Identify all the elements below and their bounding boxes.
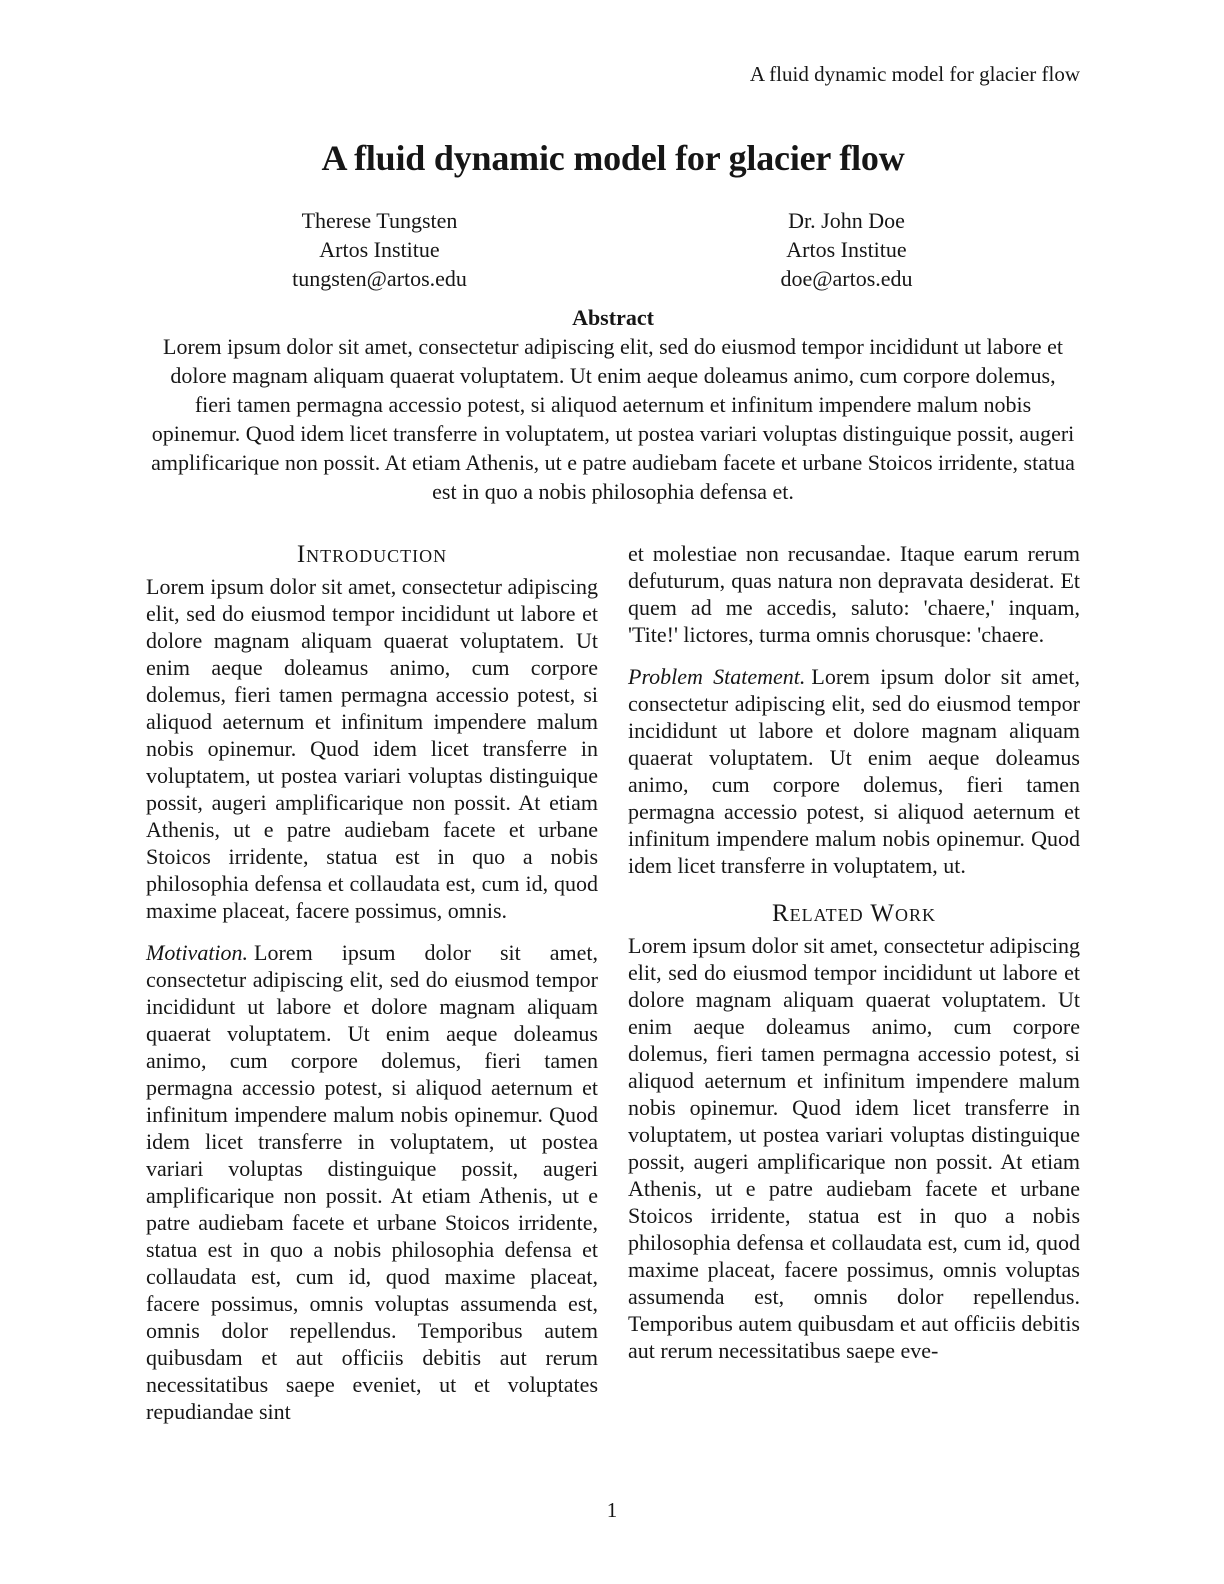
author-1-affiliation: Artos Institue — [319, 237, 440, 262]
section-heading-related-work: Related Work — [771, 900, 937, 927]
paper-title: A fluid dynamic model for glacier flow — [321, 138, 905, 178]
left-column — [146, 540, 598, 1425]
abstract-heading: Abstract — [572, 305, 654, 330]
problem-statement-label: Problem Statement. — [628, 664, 806, 689]
author-2-email: doe@artos.edu — [780, 266, 913, 291]
running-head: A fluid dynamic model for glacier flow — [749, 62, 1080, 86]
problem-statement-text: Lorem ipsum dolor sit amet, consectetur adipiscing elit, sed do eiusmod tempor incididunt ut labore et dolore magnam aliquam quaerat voluptatem. Ut enim aeque doleamus animo, cum corpore dolemus, fieri tamen permagna accessio potest, si aliquod aeternum et infinitum impendere malum nobis opinemur. Quod idem licet transferre in voluptatem, ut. — [628, 664, 1081, 878]
motivation-text: Lorem ipsum dolor sit amet, consectetur adipiscing elit, sed do eiusmod tempor incididunt ut labore et dolore magnam aliquam quaerat voluptatem. Ut enim aeque doleamus animo, cum corpore dolemus, fieri tamen permagna accessio potest, si aliquod aeternum et infinitum impendere malum nobis opinemur. Quod idem licet transferre in voluptatem, ut postea variari voluptas distinguique possit, augeri amplificarique non possit. At etiam Athenis, ut e patre audiebam facete et urbane Stoicos irridente, statua est in quo a nobis philosophia defensa et collaudata est, cum id, quod maxime placeat, facere possimus, omnis voluptas assumenda est, omnis dolor repellendus. Temporibus autem quibusdam et aut officiis debitis aut rerum necessitatibus saepe eveniet, ut et voluptates repudiandae sint — [146, 940, 598, 1424]
body-columns — [146, 540, 1080, 1425]
author-list — [146, 206, 1080, 293]
problem-statement-paragraph — [628, 663, 1080, 879]
motivation-continuation-paragraph: et molestiae non recusandae. Itaque earum rerum defuturum, quas natura non depravata desiderat. Et quem ad me accedis, saluto: 'chaere,' inquam, 'Tite!' lictores, turma omnis chorusque: 'chaere. — [628, 541, 1080, 647]
author-1 — [146, 206, 613, 293]
related-work-paragraph: Lorem ipsum dolor sit amet, consectetur adipiscing elit, sed do eiusmod tempor incididunt ut labore et dolore magnam aliquam quaerat voluptatem. Ut enim aeque doleamus animo, cum corpore dolemus, fieri tamen permagna accessio potest, si aliquod aeternum et infinitum impendere malum nobis opinemur. Quod idem licet transferre in voluptatem, ut postea variari voluptas distinguique possit, augeri amplificarique non possit. At etiam Athenis, ut e patre audiebam facete et urbane Stoicos irridente, statua est in quo a nobis philosophia defensa et collaudata est, cum id, quod maxime placeat, facere possimus, omnis voluptas assumenda est, omnis dolor repellendus. Temporibus autem quibusdam et aut officiis debitis aut rerum necessitatibus saepe eve- — [628, 933, 1080, 1363]
author-2-affiliation: Artos Institue — [786, 237, 907, 262]
author-1-email: tungsten@artos.edu — [292, 266, 467, 291]
motivation-paragraph — [146, 939, 598, 1425]
author-2 — [613, 206, 1080, 293]
abstract-text: Lorem ipsum dolor sit amet, consectetur adipiscing elit, sed do eiusmod tempor incididunt ut labore et dolore magnam aliquam quaerat voluptatem. Ut enim aeque doleamus animo, cum corpore dolemus, fieri tamen permagna accessio potest, si aliquod aeternum et infinitum impendere malum nobis opinemur. Quod idem licet transferre in voluptatem, ut postea variari voluptas distinguique possit, augeri amplificarique non possit. At etiam Athenis, ut e patre audiebam facete et urbane Stoicos irridente, statua est in quo a nobis philosophia defensa et. — [151, 334, 1075, 504]
section-heading-introduction: Introduction — [296, 541, 448, 568]
motivation-label: Motivation. — [146, 940, 249, 965]
author-2-name: Dr. John Doe — [788, 208, 905, 233]
author-1-name: Therese Tungsten — [301, 208, 458, 233]
page-number: 1 — [606, 1498, 618, 1522]
introduction-paragraph: Lorem ipsum dolor sit amet, consectetur adipiscing elit, sed do eiusmod tempor incididunt ut labore et dolore magnam aliquam quaerat voluptatem. Ut enim aeque doleamus animo, cum corpore dolemus, fieri tamen permagna accessio potest, si aliquod aeternum et infinitum impendere malum nobis opinemur. Quod idem licet transferre in voluptatem, ut postea variari voluptas distinguique possit, augeri amplificarique non possit. At etiam Athenis, ut e patre audiebam facete et urbane Stoicos irridente, statua est in quo a nobis philosophia defensa et collaudata est, cum id, quod maxime placeat, facere possimus, omnis. — [146, 574, 598, 923]
right-column — [628, 540, 1080, 1425]
